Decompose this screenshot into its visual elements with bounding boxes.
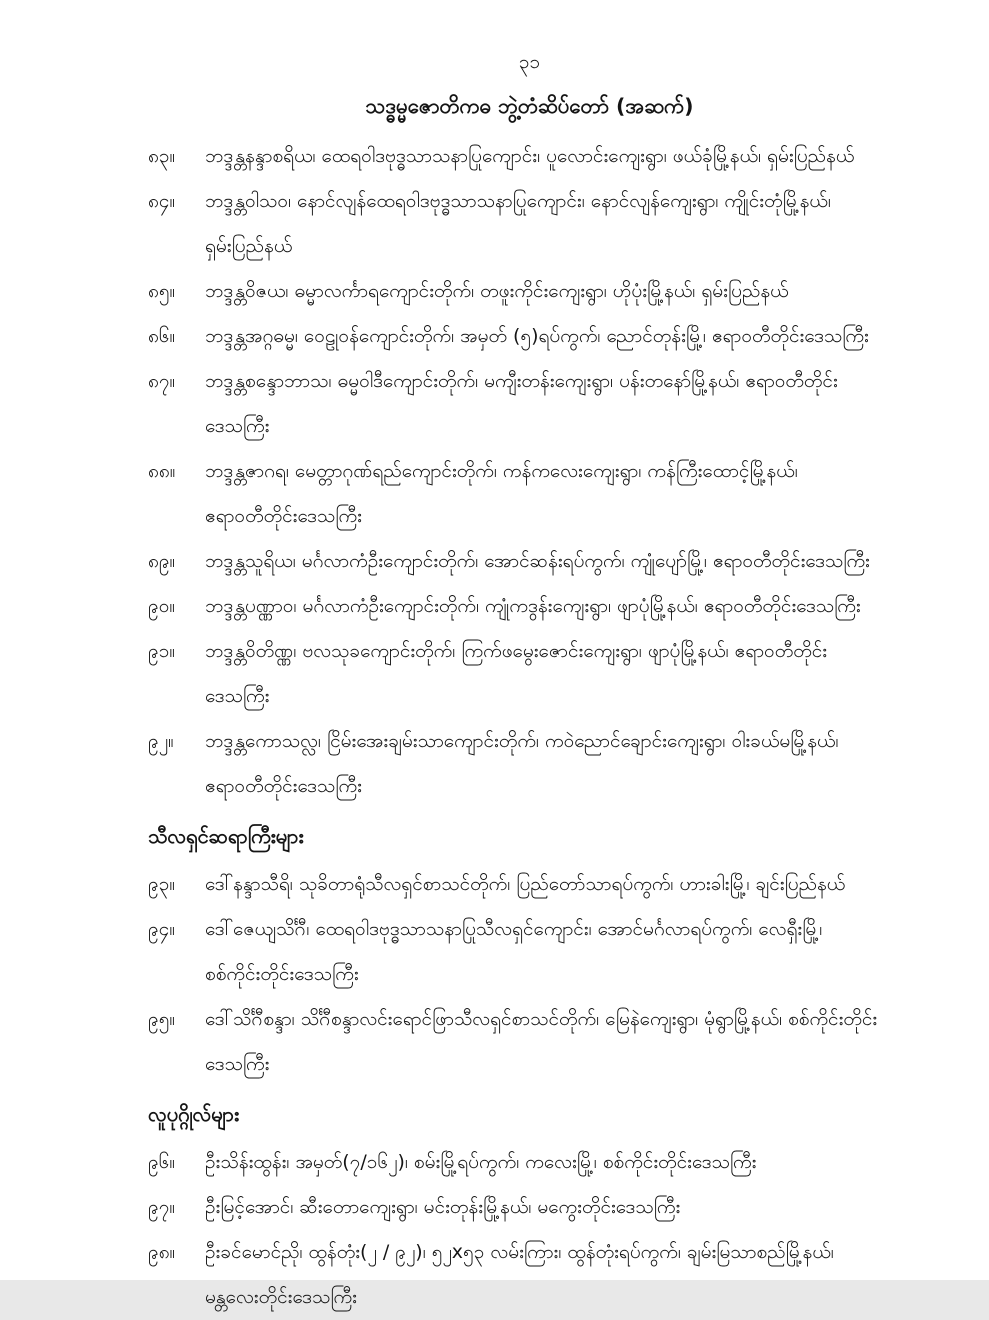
item-line: ဘဒ္ဒန္တဝါသဝ၊ နောင်လျန်ထေရဝါဒဗုဒ္ဓသာသနာပြုကျောင်း၊ နောင်လျန်ကျေးရွာ၊ ကျိုင်းတုံမြို့နယ်၊ [205, 190, 831, 212]
section-header-nuns: သီလရှင်ဆရာကြီးများ [148, 824, 304, 848]
item-text [205, 584, 911, 629]
section-header-laypersons: လူပုဂ္ဂိုလ်များ [148, 1102, 240, 1126]
list-item [148, 179, 911, 269]
list-item [148, 134, 911, 179]
item-line: ဘဒ္ဒန္တအဂ္ဂဓမ္မ၊ ဝေဠုဝန်ကျောင်းတိုက်၊ အမှတ် (၅)ရပ်ကွက်၊ ညောင်တုန်းမြို့၊ ဧရာဝတီတိုင်းဒေသကြီး [205, 325, 869, 347]
item-number: ၉၇။ [148, 1196, 176, 1218]
item-line: မန္တလေးတိုင်းဒေသကြီး [205, 1286, 357, 1308]
item-line: ဘဒ္ဒန္တဝိတိဏ္ဏ၊ ဗလသုခကျောင်းတိုက်၊ ကြက်ဖမွေးဇောင်းကျေးရွာ၊ ဖျာပုံမြို့နယ်၊ ဧရာဝတီတိုင်း [205, 640, 828, 662]
item-line: ဒေါ်ဇေယျသိင်္ဂီ၊ ထေရဝါဒဗုဒ္ဓသာသနာပြုသီလရှင်ကျောင်း၊ အောင်မင်္ဂလာရပ်ကွက်၊ လေရှီးမြို့၊ [205, 918, 823, 940]
item-text [205, 449, 911, 539]
item-text [205, 269, 911, 314]
list-item [148, 449, 911, 539]
item-text [205, 134, 911, 179]
item-line: ဦးခင်မောင်ညို၊ ထွန်တုံး(၂ / ၉၂)၊ ၅၂x၅၃ လမ်းကြား၊ ထွန်တုံးရပ်ကွက်၊ ချမ်းမြသာစည်မြို့နယ်၊ [205, 1241, 834, 1263]
item-line: ဒေသကြီး [205, 685, 270, 707]
item-line: ဘဒ္ဒန္တသူရိယ၊ မင်္ဂလာကံဦးကျောင်းတိုက်၊ အောင်ဆန်းရပ်ကွက်၊ ကျုံပျော်မြို့၊ ဧရာဝတီတိုင်းဒေသကြီး [205, 550, 870, 572]
item-number: ၉၅။ [148, 1008, 176, 1030]
item-number: ၉၂။ [148, 730, 174, 752]
item-line: ဘဒ္ဒန္တဇာဂရ၊ မေတ္တာဂုဏ်ရည်ကျောင်းတိုက်၊ ကန်ကလေးကျေးရွာ၊ ကန်ကြီးထောင့်မြို့နယ်၊ [205, 460, 798, 482]
item-text [205, 539, 911, 584]
item-number: ၉၈။ [148, 1241, 176, 1263]
item-text [205, 862, 911, 907]
document-title: သဒ္ဓမ္မဇောတိကဓ ဘွဲ့တံဆိပ်တော် (အဆက်) [365, 94, 694, 118]
list-item [148, 359, 911, 449]
list-item [148, 539, 911, 584]
item-text [205, 1230, 911, 1320]
item-number: ၈၄။ [148, 190, 176, 212]
list-item [148, 907, 911, 997]
list-item [148, 862, 911, 907]
list-item [148, 584, 911, 629]
item-line: ဒေါ်နန္ဒာသီရိ၊ သုခိတာရုံသီလရှင်စာသင်တိုက်၊ ပြည်တော်သာရပ်ကွက်၊ ဟားခါးမြို့၊ ချင်းပြည်နယ် [205, 873, 846, 895]
item-text [205, 1140, 911, 1185]
list-item [148, 1140, 911, 1185]
item-line: ဒေသကြီး [205, 1053, 270, 1075]
item-text [205, 179, 911, 269]
item-text [205, 629, 911, 719]
item-line: ဘဒ္ဒန္တကောသလ္လ၊ ငြိမ်းအေးချမ်းသာကျောင်းတိုက်၊ ကဝဲညောင်ချောင်းကျေးရွာ၊ ဝါးခယ်မမြို့နယ်၊ [205, 730, 839, 752]
item-line: ဘဒ္ဒန္တနန္ဒာစရိယ၊ ထေရဝါဒဗုဒ္ဓသာသနာပြုကျောင်း၊ ပူလောင်းကျေးရွာ၊ ဖယ်ခုံမြို့နယ်၊ ရှမ်းပြည်နယ် [205, 145, 855, 167]
item-number: ၈၉။ [148, 550, 176, 572]
item-line: ဘဒ္ဒန္တဝိဇယ၊ ဓမ္မာလင်္ကာရကျောင်းတိုက်၊ တဖူးကိုင်းကျေးရွာ၊ ဟိုပုံးမြို့နယ်၊ ရှမ်းပြည်နယ် [205, 280, 789, 302]
item-line: ဘဒ္ဒန္တစန္ဒောဘာသ၊ ဓမ္မဝါဒီကျောင်းတိုက်၊ မကျီးတန်းကျေးရွာ၊ ပန်းတနော်မြို့နယ်၊ ဧရာဝတီတိုင်း [205, 370, 838, 392]
item-line: ရှမ်းပြည်နယ် [205, 235, 293, 257]
list-item [148, 269, 911, 314]
item-text [205, 314, 911, 359]
item-line: ဧရာဝတီတိုင်းဒေသကြီး [205, 505, 362, 527]
item-line: စစ်ကိုင်းတိုင်းဒေသကြီး [205, 963, 359, 985]
item-number: ၉၄။ [148, 918, 176, 940]
list-item [148, 629, 911, 719]
item-line: ဦးမြင့်အောင်၊ ဆီးတောကျေးရွာ၊ မင်းတုန်းမြို့နယ်၊ မကွေးတိုင်းဒေသကြီး [205, 1196, 681, 1218]
item-number: ၈၈။ [148, 460, 176, 482]
item-line: ဒေသကြီး [205, 415, 270, 437]
item-text [205, 719, 911, 809]
item-number: ၈၆။ [148, 325, 176, 347]
item-line: ဒေါ်သိင်္ဂီစန္ဒာ၊ သိင်္ဂီစန္ဒာလင်းရောင်ဖြာသီလရှင်စာသင်တိုက်၊ မြေနဲကျေးရွာ၊ မုံရွာမြို့နယ်၊ စစ်ကိုင်းတိုင်း [205, 1008, 878, 1030]
item-text [205, 359, 911, 449]
item-text [205, 997, 911, 1087]
list-item [148, 997, 911, 1087]
item-text [205, 1185, 911, 1230]
item-number: ၈၅။ [148, 280, 176, 302]
item-line: ဘဒ္ဒန္တပဏ္ဏာဝ၊ မင်္ဂလာကံဦးကျောင်းတိုက်၊ ကျုံကဒွန်းကျေးရွာ၊ ဖျာပုံမြို့နယ်၊ ဧရာဝတီတိုင်းဒေသကြီး [205, 595, 861, 617]
item-number: ၈၇။ [148, 370, 176, 392]
list-item [148, 719, 911, 809]
item-number: ၉၀။ [148, 595, 176, 617]
item-line: ဦးသိန်းထွန်း၊ အမှတ်(၇/၁၆၂)၊ စမ်းမြို့ရပ်ကွက်၊ ကလေးမြို့၊ စစ်ကိုင်းတိုင်းဒေသကြီး [205, 1151, 757, 1173]
item-number: ၈၃။ [148, 145, 176, 167]
item-number: ၉၆။ [148, 1151, 176, 1173]
item-number: ၉၁။ [148, 640, 176, 662]
list-item [148, 314, 911, 359]
list-item [148, 1230, 911, 1320]
page-number: ၃၁ [518, 51, 541, 73]
item-text [205, 907, 911, 997]
item-number: ၉၃။ [148, 873, 176, 895]
list-item [148, 1185, 911, 1230]
item-line: ဧရာဝတီတိုင်းဒေသကြီး [205, 775, 362, 797]
